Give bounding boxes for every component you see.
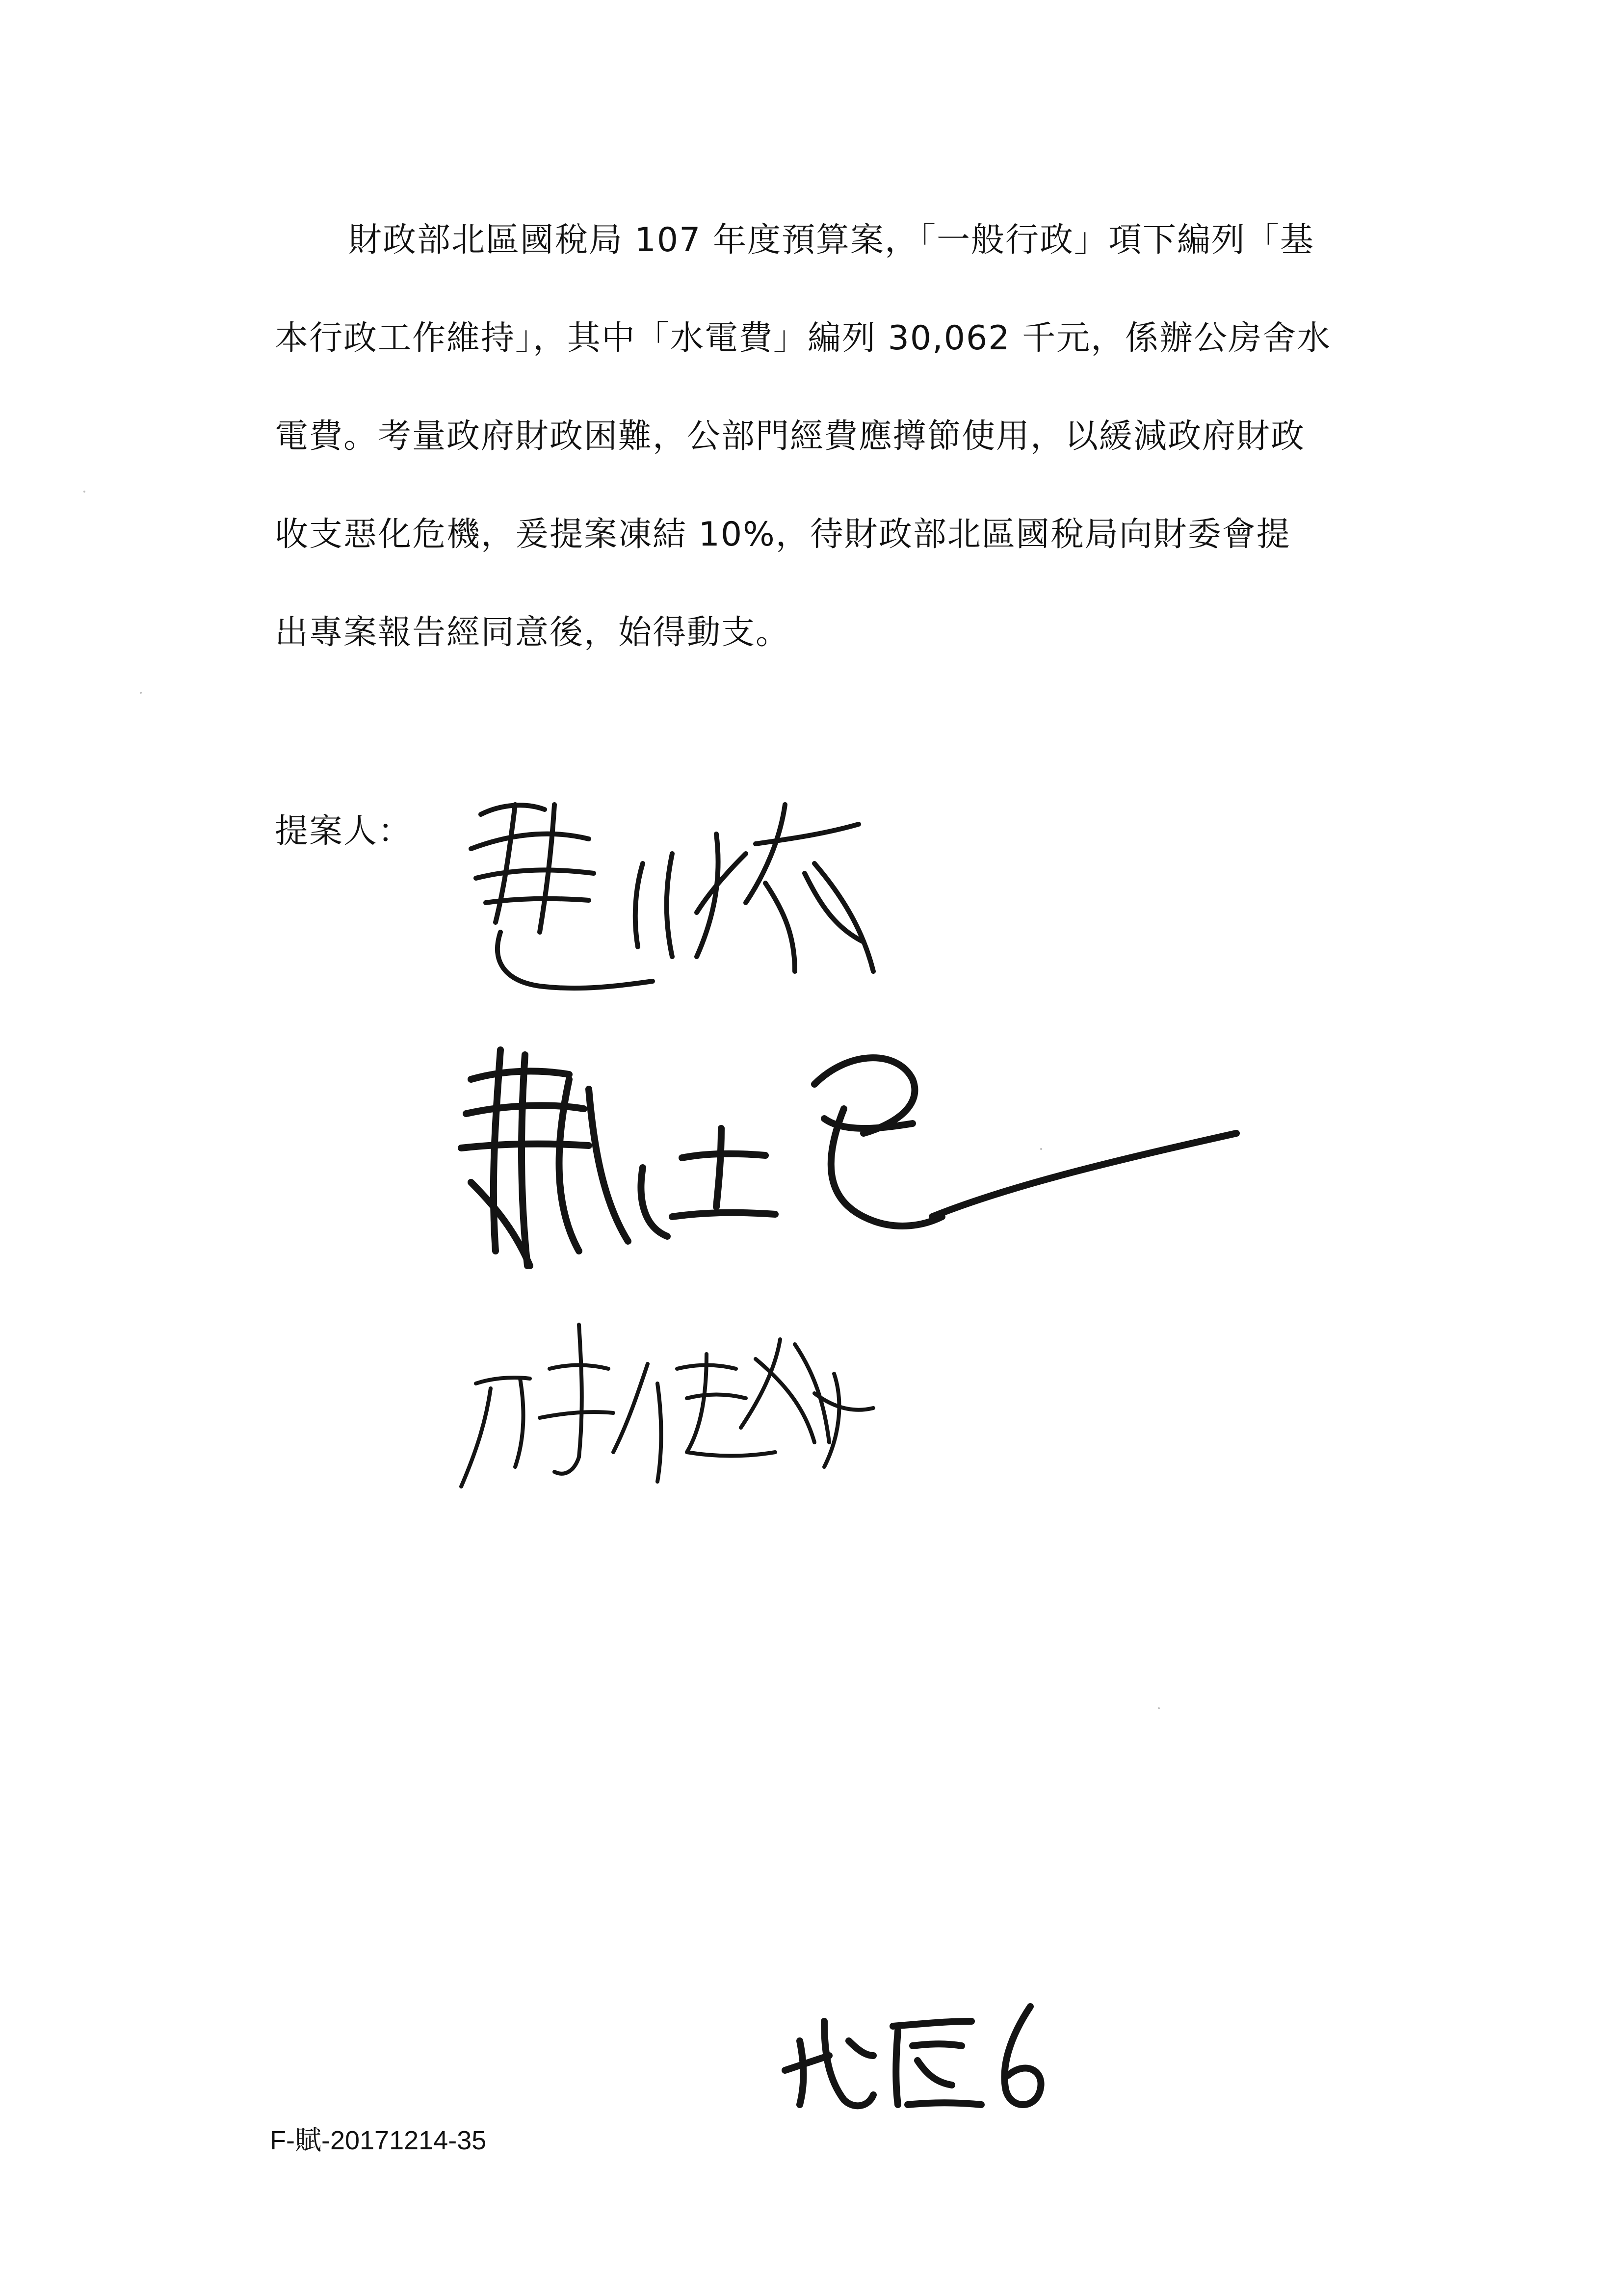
signature-3 xyxy=(442,1295,932,1501)
scan-speck xyxy=(1040,1148,1042,1150)
signature-1 xyxy=(442,775,932,1011)
proposer-label: 提案人： xyxy=(275,812,413,851)
paragraph-line: 本行政工作維持」，其中「水電費」編列 30,062 千元，係辦公房舍水 xyxy=(275,319,1332,358)
proposal-paragraph xyxy=(275,216,1403,706)
scan-speck xyxy=(140,692,142,694)
paragraph-line: 財政部北區國稅局 107 年度預算案，「一般行政」項下編列「基 xyxy=(348,221,1315,260)
paragraph-line: 收支惡化危機，爰提案凍結 10%，待財政部北區國稅局向財委會提 xyxy=(275,515,1291,554)
paragraph-line: 出專案報告經同意後，始得動支。 xyxy=(275,613,790,652)
scan-speck xyxy=(83,491,85,493)
signature-2 xyxy=(442,1020,1276,1295)
handwritten-mark xyxy=(775,1992,1050,2119)
document-code: F-賦-20171214-35 xyxy=(270,2126,487,2155)
paragraph-line: 電費。考量政府財政困難，公部門經費應撙節使用，以緩減政府財政 xyxy=(275,417,1306,456)
scan-speck xyxy=(1158,1707,1160,1709)
